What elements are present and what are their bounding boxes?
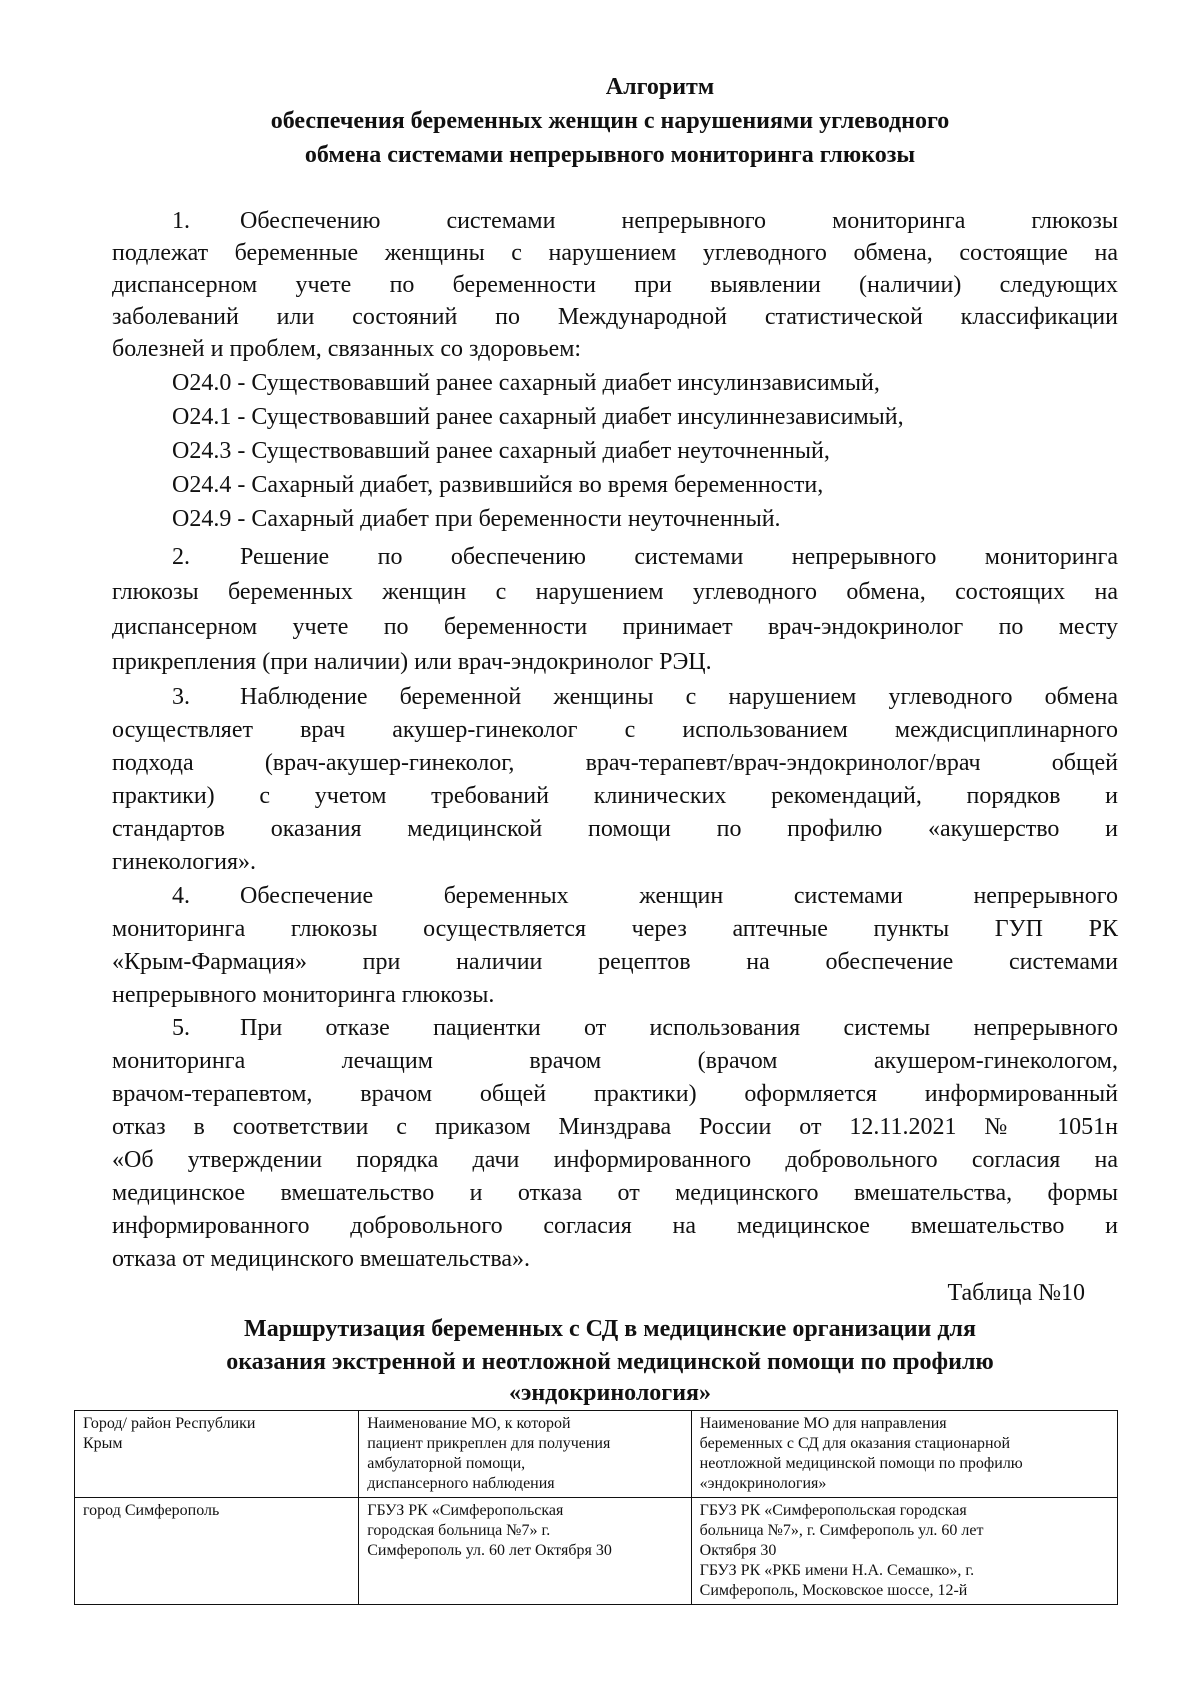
paragraph-5-line-1: 5. При отказе пациентки от использования системы непрерывного: [172, 1012, 1118, 1044]
diagnosis-code-item: О24.9 - Сахарный диабет при беременности неуточненный.: [172, 506, 781, 532]
cell-attached-mo: ГБУЗ РК «Симферопольская городская больница №7» г. Симферополь ул. 60 лет Октября 30: [359, 1498, 691, 1605]
paragraph-3-line-4: практики) с учетом требований клинических рекомендаций, порядков и: [112, 783, 1118, 809]
diagnosis-code-item: О24.3 - Существовавший ранее сахарный диабет неуточненный,: [172, 438, 830, 464]
cell-referral-mo: ГБУЗ РК «Симферопольская городская больница №7», г. Симферополь ул. 60 лет Октября 30 ГБУЗ РК «РКБ имени Н.А. Семашко», г. Симферополь, Московское шоссе, 12-й: [691, 1498, 1117, 1605]
doc-title: Алгоритм: [605, 74, 715, 100]
paragraph-5-line-7: информированного добровольного согласия на медицинское вмешательство и: [112, 1213, 1118, 1239]
routing-title-line-3: «эндокринология»: [508, 1380, 712, 1406]
paragraph-1-line-5: болезней и проблем, связанных со здоровьем:: [112, 336, 582, 362]
paragraph-5-line-8: отказа от медицинского вмешательства».: [112, 1246, 531, 1272]
routing-title-line-1: Маршрутизация беременных с СД в медицинские организации для: [244, 1316, 976, 1342]
routing-title-line-2: оказания экстренной и неотложной медицинской помощи по профилю: [226, 1349, 994, 1375]
paragraph-4-line-2: мониторинга глюкозы осуществляется через аптечные пункты ГУП РК: [112, 916, 1118, 942]
table-header-row: [75, 1411, 1118, 1498]
cell-district: город Симферополь: [75, 1498, 359, 1605]
paragraph-4-line-4: непрерывного мониторинга глюкозы.: [112, 982, 495, 1008]
diagnosis-code-item: О24.0 - Существовавший ранее сахарный диабет инсулинзависимый,: [172, 370, 880, 396]
paragraph-4-line-3: «Крым-Фармация» при наличии рецептов на обеспечение системами: [112, 949, 1118, 975]
paragraph-5-line-2: мониторинга лечащим врачом (врачом акушером-гинекологом,: [112, 1048, 1118, 1074]
paragraph-3-line-3: подхода (врач-акушер-гинеколог, врач-терапевт/врач-эндокринолог/врач общей: [112, 750, 1118, 776]
paragraph-5-line-3: врачом-терапевтом, врачом общей практики) оформляется информированный: [112, 1081, 1118, 1107]
header-cell-district: Город/ район Республики Крым: [75, 1411, 359, 1498]
paragraph-1-number: 1.: [172, 208, 190, 234]
paragraph-2-line-1: 2. Решение по обеспечению системами непрерывного мониторинга: [172, 541, 1118, 573]
header-cell-attached-mo: Наименование МО, к которой пациент прикреплен для получения амбулаторной помощи, диспансерного наблюдения: [359, 1411, 691, 1498]
paragraph-5-line-5: «Об утверждении порядка дачи информированного добровольного согласия на: [112, 1147, 1118, 1173]
paragraph-2-line-4: прикрепления (при наличии) или врач-эндокринолог РЭЦ.: [112, 649, 712, 675]
paragraph-4-number: 4.: [172, 883, 190, 909]
paragraph-4-line-1: 4. Обеспечение беременных женщин системами непрерывного: [172, 880, 1118, 912]
routing-table: [74, 1410, 1118, 1605]
paragraph-1-line-2: подлежат беременные женщины с нарушением углеводного обмена, состоящие на: [112, 240, 1118, 266]
paragraph-3-line-5: стандартов оказания медицинской помощи по профилю «акушерство и: [112, 816, 1118, 842]
paragraph-1-line-1: 1. Обеспечению системами непрерывного мониторинга глюкозы: [172, 205, 1118, 237]
paragraph-5-line-6: медицинское вмешательство и отказа от медицинского вмешательства, формы: [112, 1180, 1118, 1206]
doc-subtitle-line-2: обмена системами непрерывного мониторинга глюкозы: [304, 142, 916, 168]
diagnosis-code-item: О24.1 - Существовавший ранее сахарный диабет инсулиннезависимый,: [172, 404, 904, 430]
paragraph-2-line-2: глюкозы беременных женщин с нарушением углеводного обмена, состоящих на: [112, 579, 1118, 605]
paragraph-1-line-3: диспансерном учете по беременности при выявлении (наличии) следующих: [112, 272, 1118, 298]
paragraph-3-number: 3.: [172, 684, 190, 710]
doc-subtitle-line-1: обеспечения беременных женщин с нарушениями углеводного: [270, 108, 950, 134]
paragraph-1-line-4: заболеваний или состояний по Международной статистической классификации: [112, 304, 1118, 330]
paragraph-2-line-3: диспансерном учете по беременности принимает врач-эндокринолог по месту: [112, 614, 1118, 640]
paragraph-3-line-6: гинекология».: [112, 849, 257, 875]
paragraph-3-line-2: осуществляет врач акушер-гинеколог с использованием междисциплинарного: [112, 717, 1118, 743]
table-row: [75, 1498, 1118, 1605]
paragraph-3-line-1: 3. Наблюдение беременной женщины с нарушением углеводного обмена: [172, 681, 1118, 713]
paragraph-5-line-4: отказ в соответствии с приказом Минздрава России от 12.11.2021 № 1051н: [112, 1114, 1118, 1140]
diagnosis-code-item: О24.4 - Сахарный диабет, развившийся во время беременности,: [172, 472, 824, 498]
header-cell-referral-mo: Наименование МО для направления беременных с СД для оказания стационарной неотложной медицинской помощи по профилю «эндокринология»: [691, 1411, 1117, 1498]
paragraph-5-number: 5.: [172, 1015, 190, 1041]
paragraph-2-number: 2.: [172, 544, 190, 570]
table-number-label: Таблица №10: [947, 1280, 1085, 1306]
